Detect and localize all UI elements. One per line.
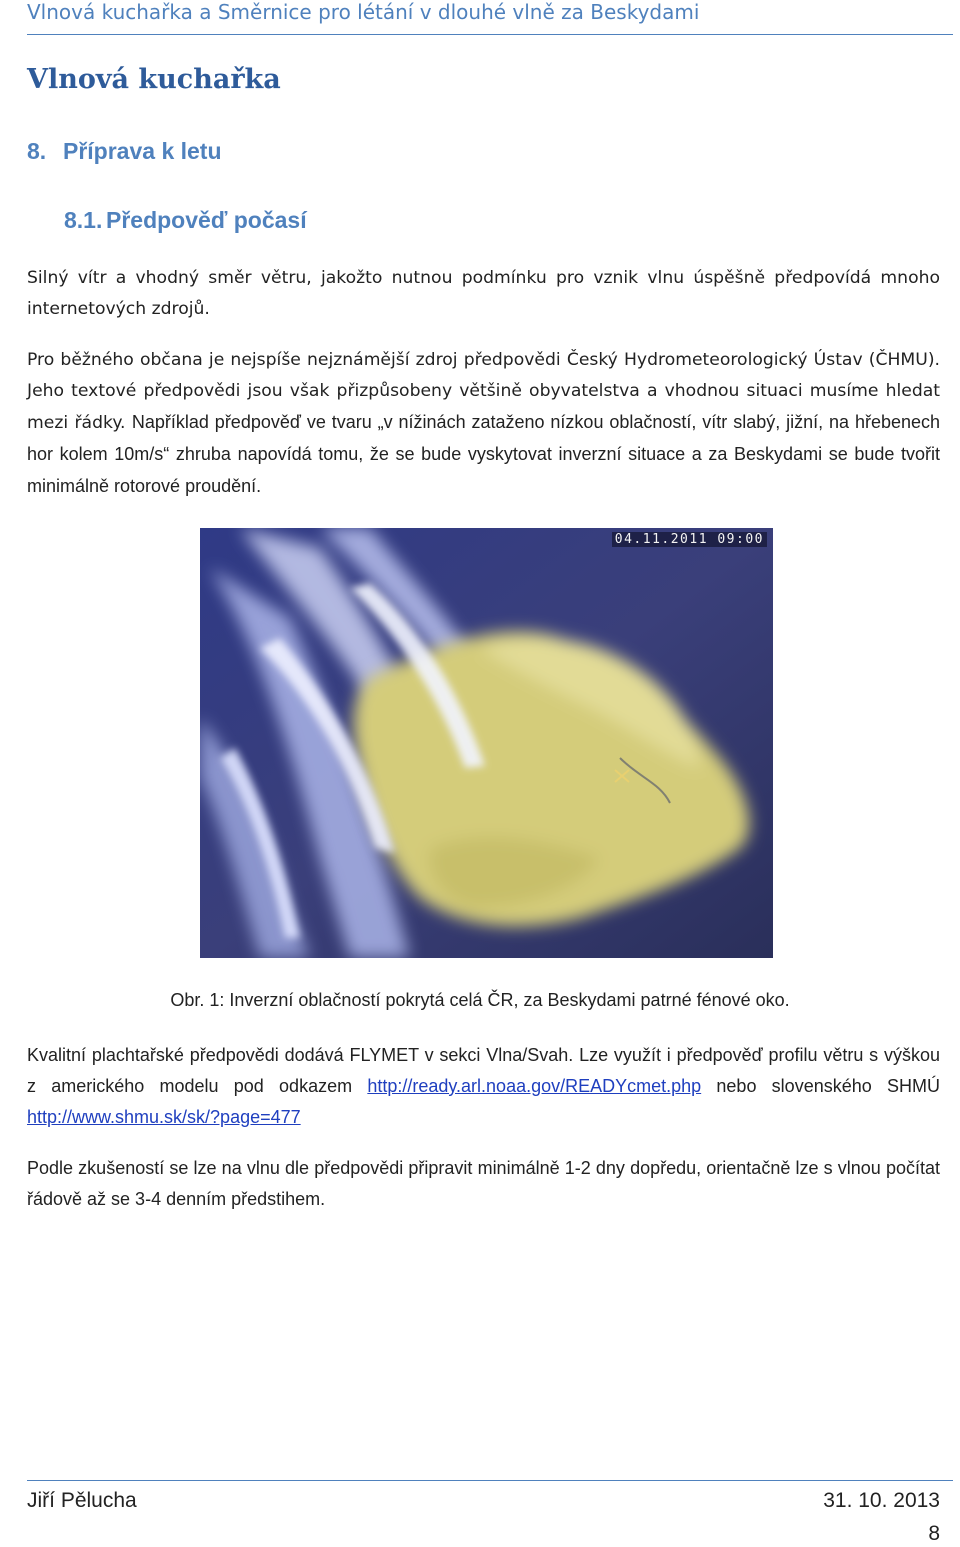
noaa-ready-link[interactable]: http://ready.arl.noaa.gov/READYcmet.php [367,1076,702,1096]
paragraph-advance: Podle zkušeností se lze na vlnu dle předpovědi připravit minimálně 1-2 dny dopředu, orientačně lze s vlnou počítat řádově až se 3-4 denním předstihem. [27,1158,940,1209]
subsection-title: Předpověď počasí [106,207,307,233]
subsection-heading [64,207,307,234]
paragraph-sources-text-2: nebo slovenského SHMÚ [716,1076,940,1096]
paragraph-chmu [27,345,940,503]
document-title: Vlnová kuchařka [27,64,281,95]
footer-divider [27,1480,953,1481]
section-title: Příprava k letu [63,138,222,164]
paragraph-forecast-example: Například předpověď ve tvaru „v nížinách zataženo nízkou oblačností, vítr slabý, jižní, na hřebenech hor kolem 10m/s“ zhruba napovídá tomu, že se bude vyskytovat inverzní situace a za Beskydami se bude tvořit minimálně rotorové proudění. [27,412,941,496]
shmu-link[interactable]: http://www.shmu.sk/sk/?page=477 [27,1107,301,1127]
satellite-timestamp: 04.11.2011 09:00 [612,532,767,547]
paragraph-sources [27,1040,940,1133]
paragraph-chmu-text: Pro běžného občana je nejspíše nejznámější zdroj předpovědi Český Hydrometeorologický Ústav (ČHMU). Jeho textové předpovědi jsou však přizpůsobeny většině obyvatelstva a vhodnou situaci musíme hledat mezi řádky. [27,350,940,433]
section-heading [27,138,222,165]
running-header [27,0,953,35]
paragraph-sources-text: Kvalitní plachtařské předpovědi dodává FLYMET v sekci Vlna/Svah. Lze využít i předpověď profilu větru s výškou z amerického modelu pod odkazem [27,1045,940,1096]
subsection-number: 8.1. [64,207,103,233]
paragraph-intro: Silný vítr a vhodný směr větru, jakožto nutnou podmínku pro vznik vlnu úspěšně předpovídá mnoho internetových zdrojů. [27,268,940,319]
satellite-cloud-map [200,528,773,958]
footer-date: 31. 10. 2013 [823,1489,940,1512]
page-number: 8 [928,1522,940,1545]
satellite-image [200,528,773,958]
figure-caption: Obr. 1: Inverzní oblačností pokrytá celá ČR, za Beskydami patrné fénové oko. [170,990,790,1010]
running-header-title: Vlnová kuchařka a Směrnice pro létání v dlouhé vlně za Beskydami [27,0,700,24]
footer-author: Jiří Pělucha [27,1489,137,1512]
section-number: 8. [27,138,47,164]
